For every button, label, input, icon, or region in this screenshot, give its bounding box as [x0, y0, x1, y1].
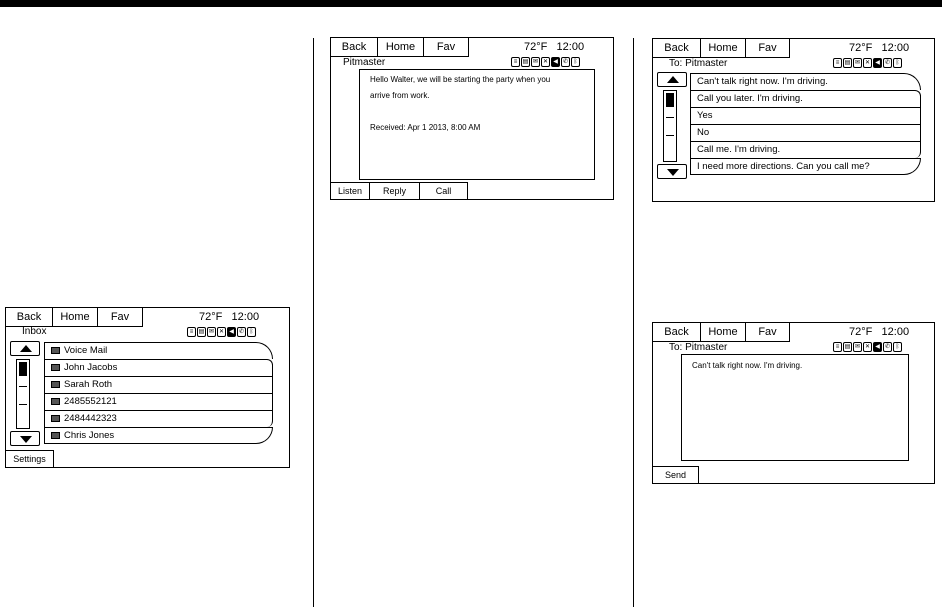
temperature: 72°F	[524, 41, 548, 53]
home-button[interactable]: Home	[701, 39, 746, 57]
inbox-screen	[5, 307, 290, 468]
clock: 12:00	[881, 42, 910, 54]
signal-icon: ≡	[833, 342, 842, 352]
up-arrow-icon	[667, 76, 679, 83]
inbox-item[interactable]	[44, 342, 273, 359]
bluetooth-icon: ᛒ	[247, 327, 256, 337]
bluetooth-icon: ᛒ	[893, 58, 902, 68]
phone-icon: ✆	[884, 344, 891, 350]
home-button[interactable]: Home	[378, 38, 424, 56]
bottom-bar	[653, 466, 699, 483]
scrollbar[interactable]	[657, 72, 687, 180]
envelope-icon: ✕	[542, 59, 549, 65]
scroll-thumb[interactable]	[666, 93, 674, 107]
reply-option[interactable]: No	[690, 124, 921, 141]
inbox-item-label: John Jacobs	[64, 362, 118, 373]
inbox-item[interactable]	[44, 359, 273, 376]
inbox-item-label: 2485552121	[64, 396, 117, 407]
fav-button[interactable]: Fav	[746, 323, 790, 341]
signal-icon: ≡	[833, 58, 842, 68]
back-button[interactable]: Back	[331, 38, 378, 56]
envelope-icon	[51, 415, 60, 422]
message-body	[359, 69, 595, 180]
nav-tabs	[653, 323, 790, 342]
received-timestamp: Received: Apr 1 2013, 8:00 AM	[370, 123, 481, 132]
scroll-up-button[interactable]	[10, 341, 40, 356]
nav-tabs	[653, 39, 790, 58]
fav-button[interactable]: Fav	[424, 38, 469, 56]
message-screen	[330, 37, 614, 200]
back-button[interactable]: Back	[6, 308, 53, 326]
sms-icon: ▤	[198, 329, 205, 335]
clock: 12:00	[231, 311, 260, 323]
phone-icon: ✆	[884, 60, 891, 66]
scroll-up-button[interactable]	[657, 72, 687, 87]
mute-icon: ◀	[551, 57, 560, 67]
bottom-bar	[331, 182, 468, 199]
page-top-rule	[0, 0, 942, 7]
clock: 12:00	[556, 41, 585, 53]
sms-icon: ▤	[522, 59, 529, 65]
status-icons	[833, 58, 902, 68]
settings-button[interactable]: Settings	[6, 451, 54, 467]
inbox-item-label: Sarah Roth	[64, 379, 113, 390]
reply-option[interactable]: Call you later. I'm driving.	[690, 90, 921, 107]
scroll-thumb[interactable]	[19, 362, 27, 376]
message-text-line: Hello Walter, we will be starting the party when you	[370, 75, 551, 84]
text-msg-icon: ✉	[208, 329, 215, 335]
inbox-item[interactable]	[44, 376, 273, 393]
inbox-item-label: Chris Jones	[64, 430, 115, 441]
reply-list-screen	[652, 38, 935, 202]
reply-button[interactable]: Reply	[370, 183, 420, 199]
envelope-icon: ✕	[864, 344, 871, 350]
sms-icon: ▤	[844, 60, 851, 66]
compose-text: Can't talk right now. I'm driving.	[692, 361, 803, 370]
listen-button[interactable]: Listen	[331, 183, 370, 199]
envelope-icon: ✕	[218, 329, 225, 335]
status-icons	[511, 57, 580, 67]
phone-icon: ✆	[238, 329, 245, 335]
message-text-line: arrive from work.	[370, 91, 430, 100]
temperature: 72°F	[849, 42, 873, 54]
back-button[interactable]: Back	[653, 39, 701, 57]
temperature: 72°F	[199, 311, 223, 323]
status-icons	[833, 342, 902, 352]
home-button[interactable]: Home	[701, 323, 746, 341]
scroll-down-button[interactable]	[10, 431, 40, 446]
column-divider	[633, 38, 634, 607]
send-button[interactable]: Send	[653, 467, 699, 483]
fav-button[interactable]: Fav	[98, 308, 143, 326]
scroll-down-button[interactable]	[657, 164, 687, 179]
recipient-label: To: Pitmaster	[669, 342, 728, 353]
compose-screen	[652, 322, 935, 484]
down-arrow-icon	[667, 169, 679, 176]
scroll-track[interactable]	[663, 90, 677, 162]
compose-text-area[interactable]	[681, 354, 909, 461]
inbox-item[interactable]	[44, 393, 273, 410]
text-msg-icon: ✉	[854, 60, 861, 66]
scroll-track[interactable]	[16, 359, 30, 429]
inbox-list	[44, 342, 273, 444]
status-readout	[199, 308, 259, 326]
status-icons	[187, 327, 256, 337]
scrollbar[interactable]	[10, 341, 40, 447]
inbox-item-label: Voice Mail	[64, 345, 108, 356]
scroll-tick	[19, 404, 27, 405]
scroll-tick	[666, 135, 674, 136]
reply-option[interactable]: Yes	[690, 107, 921, 124]
bluetooth-icon: ᛒ	[893, 342, 902, 352]
phone-icon: ✆	[562, 59, 569, 65]
back-button[interactable]: Back	[653, 323, 701, 341]
mute-icon: ◀	[227, 327, 236, 337]
inbox-item[interactable]	[44, 427, 273, 444]
bottom-bar	[6, 450, 54, 467]
inbox-item-label: 2484442323	[64, 413, 117, 424]
envelope-icon	[51, 347, 60, 354]
text-msg-icon: ✉	[854, 344, 861, 350]
inbox-title: Inbox	[22, 326, 47, 337]
recipient-label: To: Pitmaster	[669, 58, 728, 69]
fav-button[interactable]: Fav	[746, 39, 790, 57]
clock: 12:00	[881, 326, 910, 338]
scroll-tick	[19, 386, 27, 387]
temperature: 72°F	[849, 326, 873, 338]
envelope-icon	[51, 398, 60, 405]
bluetooth-icon: ᛒ	[571, 57, 580, 67]
reply-option[interactable]: I need more directions. Can you call me?	[690, 158, 921, 175]
envelope-icon: ✕	[864, 60, 871, 66]
reply-list	[690, 73, 921, 175]
call-button[interactable]: Call	[420, 183, 468, 199]
sender-name: Pitmaster	[343, 57, 386, 68]
signal-icon: ≡	[187, 327, 196, 337]
envelope-icon	[51, 381, 60, 388]
inbox-item[interactable]	[44, 410, 273, 427]
envelope-icon	[51, 364, 60, 371]
signal-icon: ≡	[511, 57, 520, 67]
status-readout	[524, 38, 584, 56]
reply-option[interactable]: Call me. I'm driving.	[690, 141, 921, 158]
status-readout	[849, 323, 909, 341]
nav-tabs	[331, 38, 469, 57]
home-button[interactable]: Home	[53, 308, 98, 326]
up-arrow-icon	[20, 345, 32, 352]
down-arrow-icon	[20, 436, 32, 443]
mute-icon: ◀	[873, 342, 882, 352]
nav-tabs	[6, 308, 143, 327]
reply-option[interactable]: Can't talk right now. I'm driving.	[690, 73, 921, 90]
scroll-tick	[666, 117, 674, 118]
status-readout	[849, 39, 909, 57]
mute-icon: ◀	[873, 58, 882, 68]
text-msg-icon: ✉	[532, 59, 539, 65]
sms-icon: ▤	[844, 344, 851, 350]
column-divider	[313, 38, 314, 607]
envelope-icon	[51, 432, 60, 439]
